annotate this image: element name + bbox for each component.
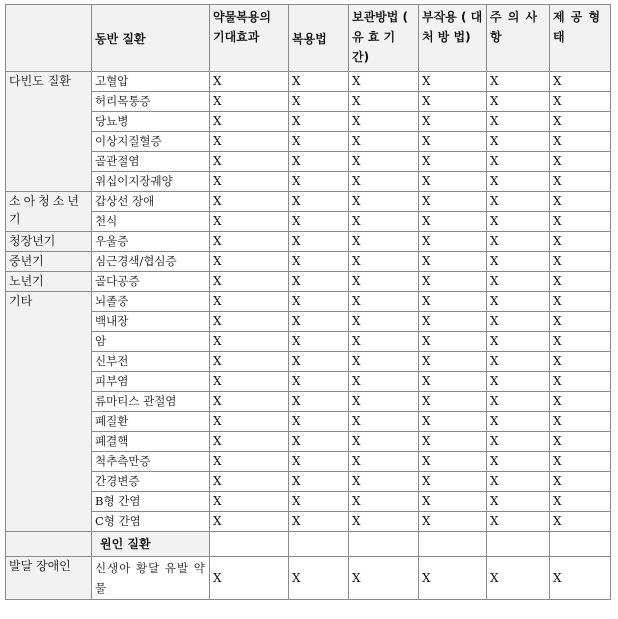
disease-cell: 골관절염 (92, 152, 210, 172)
mark-cell: X (550, 372, 611, 392)
disease-cell: 위십이지장궤양 (92, 172, 210, 192)
mark-cell: X (289, 252, 349, 272)
disease-cell: 우울증 (92, 232, 210, 252)
mark-cell: X (349, 372, 419, 392)
mark-cell: X (349, 92, 419, 112)
category-cell: 중년기 (6, 252, 92, 272)
mark-cell: X (550, 152, 611, 172)
cause-empty-cell (349, 532, 419, 557)
mark-cell: X (289, 232, 349, 252)
table-row (6, 192, 611, 212)
mark-cell: X (289, 312, 349, 332)
mark-cell: X (210, 212, 289, 232)
mark-cell: X (289, 272, 349, 292)
mark-cell: X (487, 272, 550, 292)
disease-cell: 척추측만증 (92, 452, 210, 472)
mark-cell: X (419, 292, 487, 312)
mark-cell: X (210, 232, 289, 252)
mark-cell: X (210, 492, 289, 512)
mark-cell: X (487, 512, 550, 532)
mark-cell: X (487, 172, 550, 192)
mark-cell: X (487, 312, 550, 332)
mark-cell: X (349, 557, 419, 600)
cause-empty-cell (210, 532, 289, 557)
mark-cell: X (349, 212, 419, 232)
mark-cell: X (289, 152, 349, 172)
mark-cell: X (289, 132, 349, 152)
mark-cell: X (349, 472, 419, 492)
mark-cell: X (419, 212, 487, 232)
mark-cell: X (487, 252, 550, 272)
disease-cell: 폐질환 (92, 412, 210, 432)
mark-cell: X (349, 432, 419, 452)
mark-cell: X (289, 292, 349, 312)
mark-cell: X (419, 452, 487, 472)
mark-cell: X (419, 112, 487, 132)
header-method: 복용법 (289, 5, 349, 72)
mark-cell: X (289, 372, 349, 392)
disease-cell: 이상지질혈증 (92, 132, 210, 152)
mark-cell: X (419, 352, 487, 372)
mark-cell: X (289, 212, 349, 232)
mark-cell: X (349, 112, 419, 132)
disease-cell: 피부염 (92, 372, 210, 392)
mark-cell: X (487, 372, 550, 392)
table-row (6, 312, 611, 332)
table-row (6, 452, 611, 472)
mark-cell: X (210, 92, 289, 112)
mark-cell: X (550, 172, 611, 192)
mark-cell: X (487, 472, 550, 492)
mark-cell: X (349, 412, 419, 432)
mark-cell: X (289, 452, 349, 472)
mark-cell: X (550, 452, 611, 472)
mark-cell: X (419, 192, 487, 212)
table-row (6, 72, 611, 92)
mark-cell: X (349, 172, 419, 192)
mark-cell: X (550, 472, 611, 492)
disease-cell: 백내장 (92, 312, 210, 332)
mark-cell: X (487, 352, 550, 372)
cause-empty-cell (289, 532, 349, 557)
disease-cell: 뇌졸중 (92, 292, 210, 312)
table-row (6, 292, 611, 312)
mark-cell: X (289, 332, 349, 352)
mark-cell: X (487, 557, 550, 600)
mark-cell: X (419, 92, 487, 112)
disease-cell: 당뇨병 (92, 112, 210, 132)
mark-cell: X (419, 472, 487, 492)
table-row (6, 132, 611, 152)
disease-cell: 갑상선 장애 (92, 192, 210, 212)
cause-empty-cell (550, 532, 611, 557)
mark-cell: X (210, 372, 289, 392)
mark-cell: X (210, 132, 289, 152)
cause-blank (6, 532, 92, 557)
disease-cell: 골다공증 (92, 272, 210, 292)
disease-cell: 류마티스 관절염 (92, 392, 210, 412)
mark-cell: X (419, 392, 487, 412)
disease-cell: 허리목통증 (92, 92, 210, 112)
mark-cell: X (487, 332, 550, 352)
mark-cell: X (419, 272, 487, 292)
header-side-effect: 부작용 ( 대 처 방 법) (419, 5, 487, 72)
mark-cell: X (550, 232, 611, 252)
mark-cell: X (349, 392, 419, 412)
header-disease: 동반 질환 (92, 5, 210, 72)
table-row (6, 432, 611, 452)
mark-cell: X (419, 492, 487, 512)
cause-empty-cell (487, 532, 550, 557)
disease-cell: 폐결핵 (92, 432, 210, 452)
mark-cell: X (550, 72, 611, 92)
mark-cell: X (349, 132, 419, 152)
header-caution: 주 의 사 항 (487, 5, 550, 72)
mark-cell: X (550, 312, 611, 332)
mark-cell: X (550, 132, 611, 152)
table-row (6, 352, 611, 372)
mark-cell: X (210, 292, 289, 312)
mark-cell: X (550, 272, 611, 292)
mark-cell: X (419, 152, 487, 172)
mark-cell: X (349, 352, 419, 372)
mark-cell: X (419, 252, 487, 272)
mark-cell: X (550, 512, 611, 532)
disease-cell: 심근경색/협심증 (92, 252, 210, 272)
table-row (6, 112, 611, 132)
mark-cell: X (349, 272, 419, 292)
disease-cell: 고혈압 (92, 72, 210, 92)
disease-cell: B형 간염 (92, 492, 210, 512)
mark-cell: X (210, 432, 289, 452)
medication-info-table (5, 4, 611, 600)
mark-cell: X (419, 332, 487, 352)
mark-cell: X (210, 192, 289, 212)
mark-cell: X (289, 72, 349, 92)
mark-cell: X (289, 392, 349, 412)
mark-cell: X (487, 152, 550, 172)
mark-cell: X (349, 492, 419, 512)
table-row (6, 232, 611, 252)
category-cell: 소아청소년기 (6, 192, 92, 232)
mark-cell: X (550, 192, 611, 212)
mark-cell: X (210, 72, 289, 92)
mark-cell: X (419, 557, 487, 600)
developmental-row (6, 557, 611, 600)
mark-cell: X (487, 452, 550, 472)
mark-cell: X (550, 392, 611, 412)
category-cell: 다빈도 질환 (6, 72, 92, 192)
mark-cell: X (487, 492, 550, 512)
mark-cell: X (487, 92, 550, 112)
table-body (6, 72, 611, 532)
mark-cell: X (419, 432, 487, 452)
mark-cell: X (550, 252, 611, 272)
table-row (6, 372, 611, 392)
mark-cell: X (487, 292, 550, 312)
mark-cell: X (419, 412, 487, 432)
cause-header: 원인 질환 (92, 532, 210, 557)
mark-cell: X (419, 372, 487, 392)
header-row (6, 5, 611, 72)
mark-cell: X (210, 472, 289, 492)
mark-cell: X (289, 432, 349, 452)
mark-cell: X (550, 557, 611, 600)
mark-cell: X (210, 112, 289, 132)
mark-cell: X (550, 352, 611, 372)
mark-cell: X (550, 292, 611, 312)
mark-cell: X (419, 72, 487, 92)
mark-cell: X (349, 232, 419, 252)
mark-cell: X (289, 512, 349, 532)
mark-cell: X (550, 412, 611, 432)
table-row (6, 252, 611, 272)
mark-cell: X (210, 392, 289, 412)
mark-cell: X (210, 272, 289, 292)
disease-cell: 신부전 (92, 352, 210, 372)
mark-cell: X (349, 332, 419, 352)
cause-header-row (6, 532, 611, 557)
mark-cell: X (289, 92, 349, 112)
table-row (6, 272, 611, 292)
mark-cell: X (550, 332, 611, 352)
category-cell: 청장년기 (6, 232, 92, 252)
mark-cell: X (210, 352, 289, 372)
mark-cell: X (487, 432, 550, 452)
mark-cell: X (550, 112, 611, 132)
mark-cell: X (210, 172, 289, 192)
disease-cell: 암 (92, 332, 210, 352)
mark-cell: X (210, 557, 289, 600)
mark-cell: X (419, 312, 487, 332)
header-effect: 약물복용의 기대효과 (210, 5, 289, 72)
mark-cell: X (289, 557, 349, 600)
header-storage: 보관방법 ( 유 효 기 간) (349, 5, 419, 72)
mark-cell: X (210, 332, 289, 352)
mark-cell: X (419, 172, 487, 192)
mark-cell: X (210, 152, 289, 172)
disease-cell: 신생아 황달 유발 약물 (92, 557, 210, 600)
mark-cell: X (289, 492, 349, 512)
cause-empty-cell (419, 532, 487, 557)
table-row (6, 332, 611, 352)
mark-cell: X (419, 232, 487, 252)
mark-cell: X (349, 312, 419, 332)
table-row (6, 172, 611, 192)
category-cell: 노년기 (6, 272, 92, 292)
table-row (6, 212, 611, 232)
mark-cell: X (210, 252, 289, 272)
mark-cell: X (210, 312, 289, 332)
mark-cell: X (419, 132, 487, 152)
mark-cell: X (487, 72, 550, 92)
mark-cell: X (487, 212, 550, 232)
mark-cell: X (487, 112, 550, 132)
mark-cell: X (210, 452, 289, 472)
mark-cell: X (349, 452, 419, 472)
header-form: 제 공 형 태 (550, 5, 611, 72)
disease-cell: C형 간염 (92, 512, 210, 532)
mark-cell: X (487, 232, 550, 252)
mark-cell: X (210, 512, 289, 532)
table-row (6, 492, 611, 512)
mark-cell: X (349, 292, 419, 312)
mark-cell: X (550, 432, 611, 452)
mark-cell: X (487, 192, 550, 212)
disease-cell: 천식 (92, 212, 210, 232)
table-row (6, 92, 611, 112)
table-row (6, 512, 611, 532)
mark-cell: X (550, 212, 611, 232)
mark-cell: X (349, 512, 419, 532)
mark-cell: X (487, 412, 550, 432)
mark-cell: X (487, 392, 550, 412)
header-blank (6, 5, 92, 72)
mark-cell: X (349, 192, 419, 212)
category-cell: 발달 장애인 (6, 557, 92, 600)
mark-cell: X (289, 352, 349, 372)
mark-cell: X (550, 492, 611, 512)
mark-cell: X (289, 192, 349, 212)
mark-cell: X (550, 92, 611, 112)
disease-cell: 간경변증 (92, 472, 210, 492)
table-row (6, 152, 611, 172)
mark-cell: X (419, 512, 487, 532)
mark-cell: X (289, 412, 349, 432)
mark-cell: X (289, 472, 349, 492)
mark-cell: X (349, 152, 419, 172)
category-cell: 기타 (6, 292, 92, 532)
mark-cell: X (289, 112, 349, 132)
table-row (6, 392, 611, 412)
mark-cell: X (349, 72, 419, 92)
mark-cell: X (289, 172, 349, 192)
mark-cell: X (349, 252, 419, 272)
table-row (6, 472, 611, 492)
mark-cell: X (487, 132, 550, 152)
mark-cell: X (210, 412, 289, 432)
table-row (6, 412, 611, 432)
